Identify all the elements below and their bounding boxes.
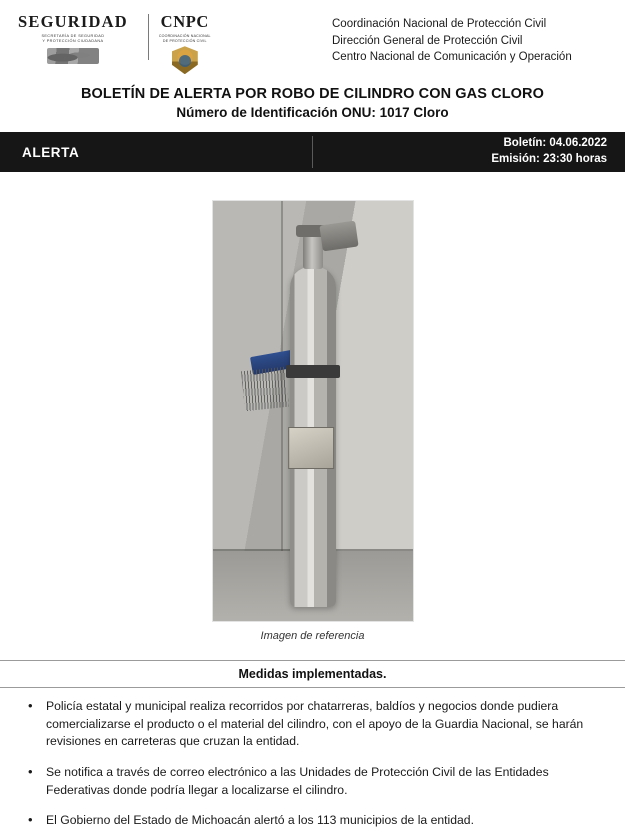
cylinder-neck (303, 235, 323, 269)
measures-header: Medidas implementadas. (0, 660, 625, 688)
alert-label: ALERTA (22, 144, 80, 160)
cylinder-handle (319, 221, 358, 252)
title-secondary: Número de Identificación ONU: 1017 Cloro (176, 105, 449, 120)
measures-list (0, 698, 625, 830)
cylinder-band (286, 365, 340, 378)
logo-divider (148, 14, 149, 60)
emission-time: Emisión: 23:30 horas (491, 153, 607, 165)
alert-separator (312, 136, 313, 168)
org-line-2: Dirección General de Protección Civil (332, 34, 523, 47)
seguridad-logo (18, 14, 138, 64)
bulletin-date: Boletín: 04.06.2022 (503, 137, 607, 150)
org-line-3: Centro Nacional de Comunicación y Operación (332, 51, 572, 64)
image-caption: Imagen de referencia (260, 630, 365, 642)
org-line-1: Coordinación Nacional de Protección Civil (332, 18, 547, 30)
alert-dates (491, 136, 625, 167)
seguridad-emblem-row (18, 48, 128, 64)
list-item: • El Gobierno del Estado de Michoacán alertó a los 113 municipios de la entidad. (46, 812, 599, 830)
cnpc-logo (159, 14, 211, 74)
reference-image-area (0, 200, 625, 642)
document-header (0, 0, 625, 70)
seguridad-wordmark: SEGURIDAD (18, 12, 128, 31)
seguridad-subtitle: SECRETARÍA DE SEGURIDAD Y PROTECCIÓN CIUDADANA (41, 33, 105, 44)
civil-protection-shield-icon (172, 46, 198, 74)
cnpc-subtitle: COORDINACIÓN NACIONAL DE PROTECCIÓN CIVIL (158, 33, 211, 43)
list-item: • Policía estatal y municipal realiza recorridos por chatarreras, baldíos y negocios donde pudiera comercializarse el producto o el material del cilindro, con el apoyo de la Guardia Nacional, se harán revisiones en carreteras que cruzan la entidad. (46, 698, 599, 751)
logo-group (18, 14, 211, 74)
cnpc-wordmark: CNPC (160, 12, 209, 31)
list-item: • Se notifica a través de correo electrónico a las Unidades de Protección Civil de las Entidades Federativas donde podría llegar a localizarse el cilindro. (46, 764, 599, 799)
title-primary: BOLETÍN DE ALERTA POR ROBO DE CILINDRO CON GAS CLORO (80, 86, 545, 102)
mexican-eagle-icon (47, 48, 99, 64)
page-title (0, 86, 625, 120)
chlorine-gas-cylinder-photo (212, 200, 414, 622)
broom-bristles (241, 367, 289, 411)
organization-lines (332, 14, 607, 66)
cylinder-label-tag (288, 427, 334, 469)
alert-banner (0, 132, 625, 172)
